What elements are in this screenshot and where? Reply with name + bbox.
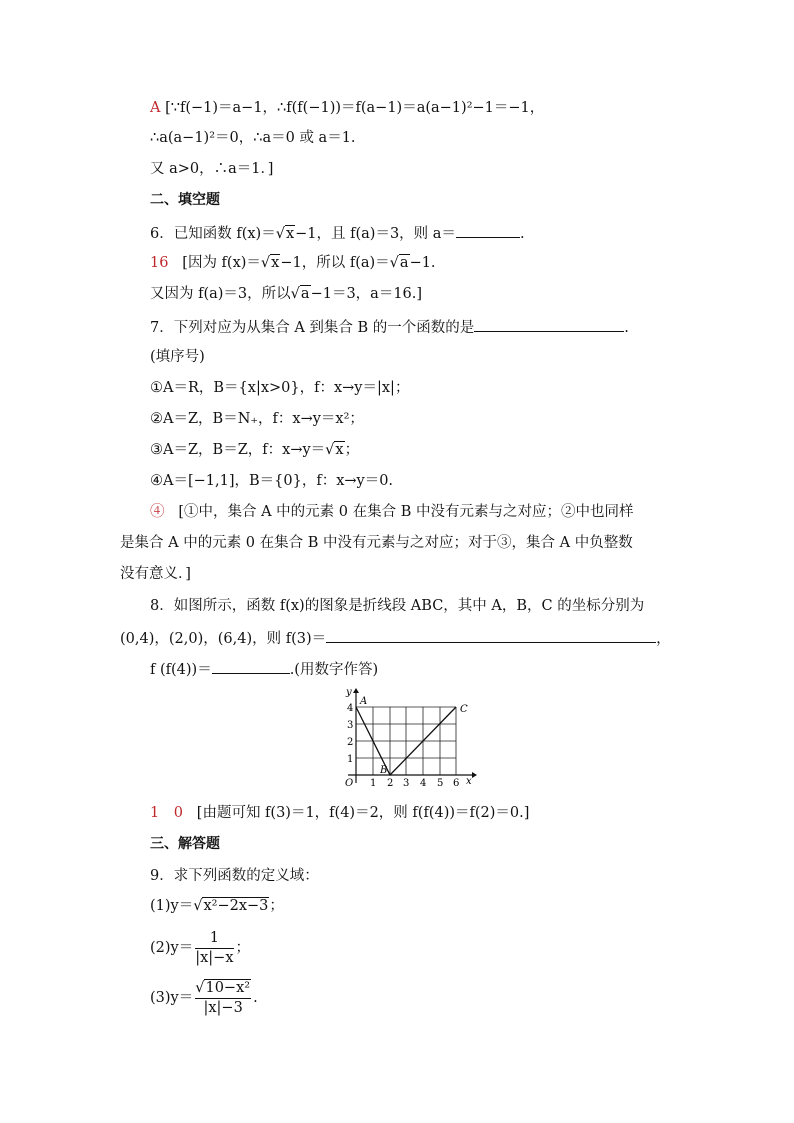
point-c-label: C [460,704,468,715]
y-axis-label: y [346,687,352,698]
answer-7-line-1 [150,502,634,522]
section-heading-answer: 三、解答题 [150,836,220,852]
answer-6-line-1: 16 [因为 f(x)＝√x−1，所以 f(a)＝√a−1. [150,255,436,271]
q7-option-4: ④A＝[−1,1]，B＝{0}，f：x→y＝0. [150,473,394,489]
y-tick-3: 3 [347,720,354,731]
answer-6-line-2: 又因为 f(a)＝3，所以√a−1＝3，a＝16.] [150,286,423,302]
q7-text: 7．下列对应为从集合 A 到集合 B 的一个函数的是 [150,320,475,336]
q9-1-label: (1)y＝ [150,898,194,914]
q6-text: 6．已知函数 f(x)＝ [150,226,276,242]
q9-2-fraction [195,929,233,968]
answer-7-value: ④ [150,504,165,520]
q9-2-denominator: |x|−x [195,949,234,966]
q7-answer-blank [474,316,624,332]
x-tick-3: 3 [403,778,410,789]
o3-text: ③A＝Z，B＝Z，f：x→y＝ [150,442,326,458]
q7-option-1: ①A＝R，B＝{x|x>0}，f：x→y＝|x|； [150,380,410,396]
x-axis-arrow [472,772,477,778]
y-tick-4: 4 [347,703,354,714]
q8-answer-blank-1 [326,627,656,643]
x-tick-2: 2 [387,778,394,789]
a6-radicand-1: x [271,255,280,271]
q6-text-2: −1，且 f(a)＝3，则 a＝ [295,226,456,242]
function-graph [340,685,480,795]
question-8-line-1: 8．如图所示，函数 f(x)的图象是折线段 ABC，其中 A，B，C 的坐标分别为 [150,598,645,614]
answer-5-text: [∵f(−1)＝a−1，∴f(f(−1))＝f(a−1)＝a(a−1)²−1＝−1， [165,100,545,116]
o3-text-2: ； [344,442,360,458]
y-axis-arrow [353,688,359,693]
q9-3-denominator: |x|−3 [203,999,243,1016]
q9-3-end: . [253,990,258,1006]
y-tick-2: 2 [347,737,354,748]
answer-7-line-3: 没有意义．] [120,566,191,582]
q7-option-2: ②A＝Z，B＝N₊，f：x→y＝x²； [150,411,364,427]
q9-3-numerator: √10−x² [195,979,251,999]
q9-2-label: (2)y＝ [150,940,194,956]
x-tick-6: 6 [453,778,460,789]
q8-answer-blank-2 [212,658,290,674]
o3-radicand: x [335,442,344,458]
q9-3-label: (3)y＝ [150,990,194,1006]
a8-text: [由题可知 f(3)＝1，f(4)＝2，则 f(f(4))＝f(2)＝0.] [196,805,530,821]
answer-7-line-2: 是集合 A 中的元素 0 在集合 B 中没有元素与之对应；对于③，集合 A 中负整数 [120,535,633,551]
answer-5-line-1 [150,98,544,118]
origin-label: O [345,778,354,789]
q9-3-radicand: 10−x² [205,979,251,996]
question-7 [150,316,629,338]
q8-text-4: .(用数字作答) [289,662,379,678]
q9-1-end: ； [269,898,284,914]
section-heading-fill-in: 二、填空题 [150,192,220,208]
q8-comma: ， [656,631,671,647]
x-tick-4: 4 [420,778,427,789]
point-a-label: A [360,696,368,707]
q6-radicand: x [285,226,295,242]
a6-text-3: −1. [409,255,436,271]
q8-text-3: f (f(4))＝ [150,662,212,678]
a6-text-2: −1，所以 f(a)＝ [280,255,390,271]
y-tick-1: 1 [347,754,354,765]
q9-part-1: (1)y＝√x²−2x−3； [150,898,284,914]
a6-radicand-2: a [399,255,409,271]
point-b-label: B [380,765,388,776]
answer-8-value: 1 0 [150,805,183,821]
q9-3-fraction [195,979,251,1018]
answer-6-value: 16 [150,255,169,271]
q7-option-3: ③A＝Z，B＝Z，f：x→y＝√x； [150,442,360,458]
q6-answer-blank [456,222,520,238]
q9-part-3 [150,978,258,1018]
q9-2-numerator: 1 [195,929,233,949]
x-tick-1: 1 [370,778,377,789]
question-6: 6．已知函数 f(x)＝√x−1，且 f(a)＝3，则 a＝ . [150,222,525,244]
answer-8 [150,803,529,823]
question-8-line-3 [150,658,378,680]
q7-note: (填序号) [150,349,205,365]
q9-part-2 [150,928,250,968]
a6-text: [因为 f(x)＝ [182,255,261,271]
question-8-line-2 [120,627,671,649]
a6b-radicand: a [300,286,310,302]
a6b-text-2: −1＝3，a＝16.] [310,286,423,302]
q9-2-end: ； [235,940,251,956]
q8-text: (0,4)，(2,0)，(6,4)，则 f(3)＝ [120,631,327,647]
x-axis-label: x [466,776,472,787]
graph-grid [356,707,456,775]
q6-end: . [519,226,525,242]
answer-5-line-3: 又 a>0，∴a＝1．] [150,161,274,177]
answer-5-line-2: ∴a(a−1)²＝0，∴a＝0 或 a＝1. [150,130,356,146]
answer-letter: A [150,100,161,116]
a7-text: [①中，集合 A 中的元素 0 在集合 B 中没有元素与之对应；②中也同样 [178,504,634,520]
x-tick-5: 5 [437,778,444,789]
q9-1-radicand: x²−2x−3 [203,898,269,914]
q7-end: . [624,320,629,336]
question-9: 9．求下列函数的定义域： [150,868,319,884]
a6b-text: 又因为 f(a)＝3，所以 [150,286,291,302]
